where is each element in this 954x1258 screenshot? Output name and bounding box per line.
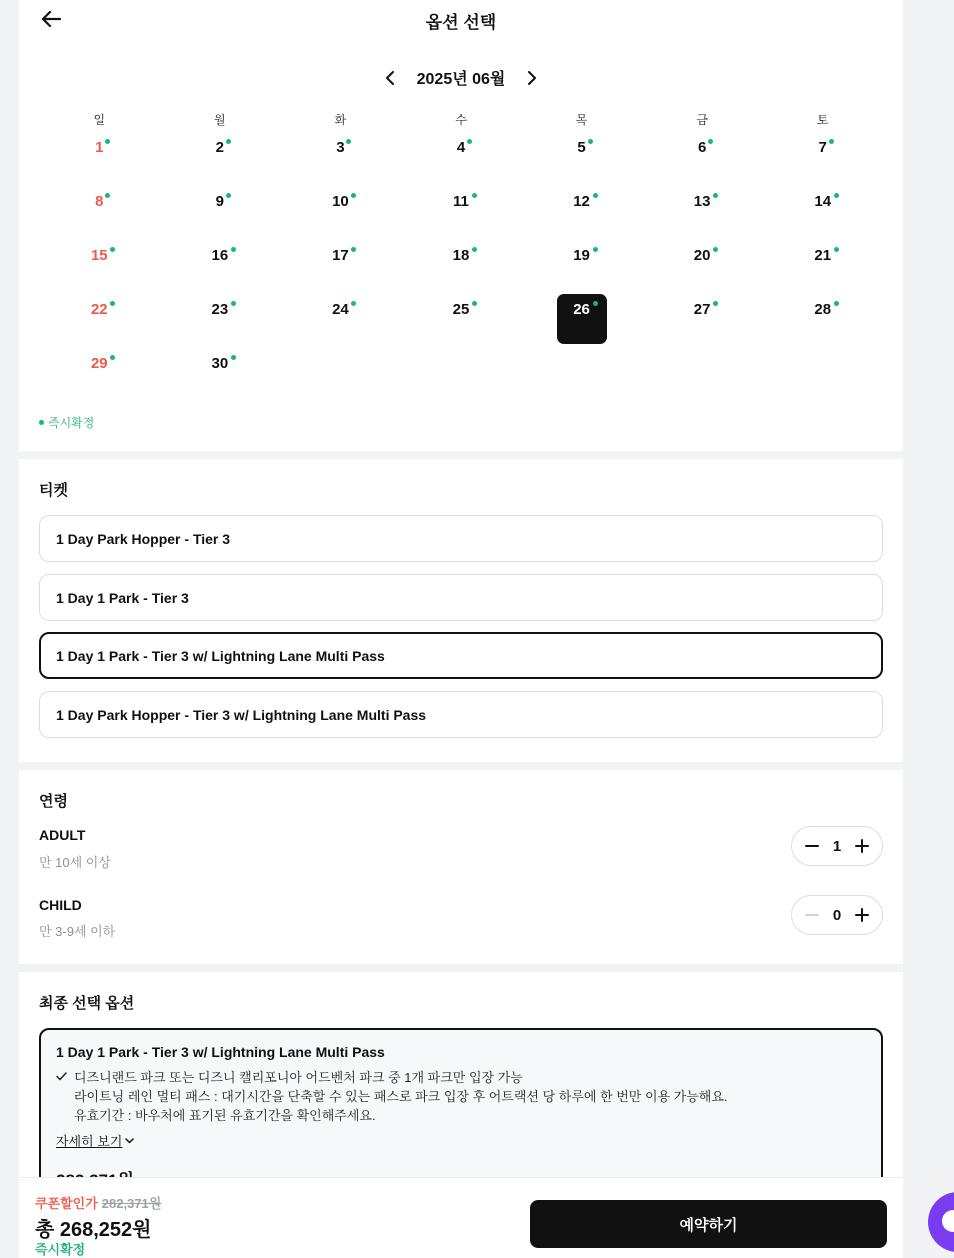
weekday-label: 토 [816,113,829,127]
calendar-day-button[interactable] [798,186,848,236]
calendar-day[interactable] [401,294,522,348]
chat-bubble-icon [942,1210,954,1232]
child-stepper [791,895,883,935]
ticket-section-title: 티켓 [39,482,68,499]
calendar-day-button[interactable] [557,186,607,236]
availability-dot-icon [467,139,472,144]
availability-dot-icon [39,420,44,425]
calendar-day-number: 13 [693,193,711,210]
availability-dot-icon [713,193,718,198]
calendar-day-number: 3 [336,139,345,156]
calendar-day-number: 11 [453,193,469,210]
calendar-day-number: 25 [452,301,470,318]
ticket-section [19,459,903,762]
calendar-day-number: 17 [332,247,349,264]
calendar-day-button[interactable] [195,186,245,236]
calendar-day-number: 21 [814,247,832,264]
final-option-description [56,1068,728,1125]
calendar-day-number: 22 [90,301,108,318]
availability-dot-icon [110,301,115,306]
calendar-day[interactable] [160,186,281,240]
calendar-day-button[interactable] [195,132,245,182]
ticket-option[interactable]: 1 Day Park Hopper - Tier 3 w/ Lightning Lane Multi Pass [39,691,883,738]
age-section [19,770,903,964]
availability-dot-icon [105,193,110,198]
calendar-day-number: 8 [95,193,104,210]
description-line: 유효기간 : 바우처에 표기된 유효기간을 확인해주세요. [74,1108,376,1123]
calendar-day-number: 4 [456,139,466,156]
check-icon [56,1068,68,1087]
availability-dot-icon [834,193,839,198]
calendar-day-button[interactable] [74,240,124,290]
calendar-day-button[interactable] [677,240,727,290]
instant-confirm-label: 즉시확정 [35,1242,86,1257]
availability-dot-icon [829,139,834,144]
calendar-day[interactable] [642,294,763,348]
calendar-day[interactable] [521,132,642,186]
calendar-day-button[interactable] [195,240,245,290]
availability-dot-icon [834,301,839,306]
next-month-button[interactable] [523,68,541,88]
bottom-bar [19,1177,903,1258]
availability-dot-icon [593,193,598,198]
adult-plus-button[interactable] [852,836,872,856]
availability-dot-icon [713,247,718,252]
calendar-day[interactable] [521,240,642,294]
month-navigation [19,66,903,89]
calendar-day-button[interactable] [74,132,124,182]
calendar-day-button[interactable] [677,132,727,182]
availability-dot-icon [110,355,115,360]
legend-label: 즉시확정 [48,416,95,430]
availability-dot-icon [834,247,839,252]
calendar-day-button[interactable] [315,132,365,182]
calendar-day-button[interactable] [315,186,365,236]
availability-dot-icon [351,247,356,252]
calendar-day[interactable] [39,294,160,348]
calendar-day-number: 16 [211,247,229,264]
calendar-day-button[interactable] [436,186,486,236]
calendar-day[interactable] [401,132,522,186]
page-title: 옵션 선택 [425,13,497,32]
weekday-label: 일 [93,113,106,127]
calendar-day[interactable] [642,186,763,240]
weekday-label: 화 [334,113,347,127]
calendar-day-number: 10 [332,193,349,210]
availability-dot-icon [110,247,115,252]
calendar-day[interactable] [160,240,281,294]
calendar-day-number: 27 [693,301,711,318]
calendar-day[interactable] [280,132,401,186]
calendar-day-number: 1 [95,139,104,156]
age-section-title: 연령 [39,793,68,810]
calendar-card [19,0,903,451]
see-more-label: 자세히 보기 [56,1134,123,1149]
availability-dot-icon [472,247,477,252]
calendar-days [39,132,883,402]
calendar-day-number: 15 [90,247,108,264]
child-plus-button[interactable] [852,905,872,925]
calendar-day-button[interactable] [557,132,607,182]
calendar-day-button[interactable] [677,294,727,344]
calendar-day-number: 14 [814,193,832,210]
adult-minus-button[interactable] [802,836,822,856]
availability-dot-icon [351,301,356,306]
description-line: 디즈니랜드 파크 또는 디즈니 캘리포니아 어드벤처 파크 중 1개 파크만 입장 가능 [74,1070,523,1085]
calendar-day-button[interactable] [557,294,607,344]
calendar-day-button[interactable] [315,294,365,344]
calendar-day[interactable] [401,240,522,294]
availability-dot-icon [708,139,713,144]
final-option-name: 1 Day 1 Park - Tier 3 w/ Lightning Lane Multi Pass [56,1044,385,1060]
calendar-day-number: 29 [90,355,108,372]
calendar-day-number: 18 [452,247,470,264]
legend [39,414,94,431]
calendar-day-button[interactable] [195,294,245,344]
calendar-day[interactable] [39,240,160,294]
coupon-label: 쿠폰할인가 [35,1196,98,1211]
availability-dot-icon [593,247,598,252]
calendar-day-number: 28 [814,301,832,318]
final-section-title: 최종 선택 옵션 [39,995,135,1012]
calendar-day-button[interactable] [315,240,365,290]
availability-dot-icon [472,193,477,198]
page [19,0,903,1258]
calendar-day-number: 6 [697,139,707,156]
calendar-day-button[interactable] [557,240,607,290]
child-minus-button[interactable] [802,905,822,925]
minus-icon [805,839,819,853]
calendar-day-number: 26 [573,301,590,318]
weekday-label: 목 [575,113,588,127]
weekday-label: 금 [696,113,708,127]
calendar-day-button[interactable] [436,240,486,290]
adult-stepper [791,826,883,866]
chevron-down-icon [125,1138,134,1144]
chat-button[interactable] [928,1192,954,1252]
calendar-day-number: 7 [818,139,827,156]
calendar-day-number: 24 [332,301,349,318]
total-price: 총 268,252원 [35,1219,152,1241]
calendar-day-button[interactable] [74,294,124,344]
availability-dot-icon [472,301,477,306]
child-label: CHILD [39,897,82,913]
calendar-day[interactable] [280,240,401,294]
calendar-day[interactable] [160,348,281,402]
calendar-day[interactable] [762,240,883,294]
calendar-day[interactable] [280,294,401,348]
availability-dot-icon [588,139,593,144]
ticket-option[interactable]: 1 Day Park Hopper - Tier 3 [39,515,883,562]
plus-icon [855,839,869,853]
availability-dot-icon [226,139,231,144]
availability-dot-icon [105,139,110,144]
description-line: 라이트닝 레인 멀티 패스 : 대기시간을 단축할 수 있는 패스로 파크 입장 후 어트랙션 당 하루에 한 번만 이용 가능해요. [74,1089,728,1104]
calendar-day[interactable] [39,186,160,240]
calendar-day[interactable] [280,186,401,240]
original-price: 282,371원 [101,1196,162,1211]
calendar-day[interactable] [401,186,522,240]
weekday-header [39,108,883,132]
calendar-day-button[interactable] [798,240,848,290]
availability-dot-icon [346,139,351,144]
calendar-day-button[interactable] [74,348,124,398]
ticket-option-selected[interactable]: 1 Day 1 Park - Tier 3 w/ Lightning Lane Multi Pass [39,632,883,679]
calendar-day[interactable] [762,294,883,348]
minus-icon [805,908,819,922]
availability-dot-icon [231,247,236,252]
calendar-day-number: 23 [211,301,229,318]
ticket-option[interactable]: 1 Day 1 Park - Tier 3 [39,574,883,621]
calendar-day-number: 30 [211,355,229,372]
adult-desc: 만 10세 이상 [39,855,111,870]
calendar-day[interactable] [762,132,883,186]
weekday-label: 수 [455,113,467,127]
coupon-price-row [35,1193,161,1212]
see-more-link[interactable] [56,1131,134,1150]
availability-dot-icon [231,301,236,306]
calendar-day-number: 2 [215,139,225,156]
book-button[interactable]: 예약하기 [530,1200,887,1248]
calendar-day[interactable] [642,240,763,294]
calendar-day-button[interactable] [195,348,245,398]
calendar-grid [39,108,883,402]
plus-icon [855,908,869,922]
child-quantity: 0 [832,906,842,924]
calendar-day[interactable] [642,132,763,186]
calendar-day-number: 19 [573,247,590,264]
calendar-day[interactable] [521,294,642,348]
calendar-day[interactable] [160,132,281,186]
calendar-day[interactable] [160,294,281,348]
month-label: 2025년 06월 [416,71,506,88]
calendar-day[interactable] [762,186,883,240]
calendar-day-button[interactable] [798,132,848,182]
availability-dot-icon [351,193,356,198]
calendar-day-button[interactable] [74,186,124,236]
availability-dot-icon [713,301,718,306]
calendar-day-number: 9 [215,193,225,210]
calendar-day-button[interactable] [436,294,486,344]
chevron-left-icon [385,71,395,85]
availability-dot-icon [226,193,231,198]
child-desc: 만 3-9세 이하 [39,924,116,939]
adult-label: ADULT [39,827,86,843]
calendar-day-number: 5 [577,139,586,156]
calendar-day-button[interactable] [798,294,848,344]
weekday-label: 월 [214,113,226,127]
availability-dot-icon [231,355,236,360]
calendar-day-number: 20 [693,247,711,264]
calendar-day-number: 12 [573,193,590,210]
calendar-day[interactable] [39,132,160,186]
calendar-day[interactable] [39,348,160,402]
calendar-day-button[interactable] [436,132,486,182]
chevron-right-icon [527,71,537,85]
calendar-day[interactable] [521,186,642,240]
calendar-day-button[interactable] [677,186,727,236]
availability-dot-icon [593,301,598,306]
adult-quantity: 1 [832,837,842,855]
prev-month-button[interactable] [381,68,399,88]
